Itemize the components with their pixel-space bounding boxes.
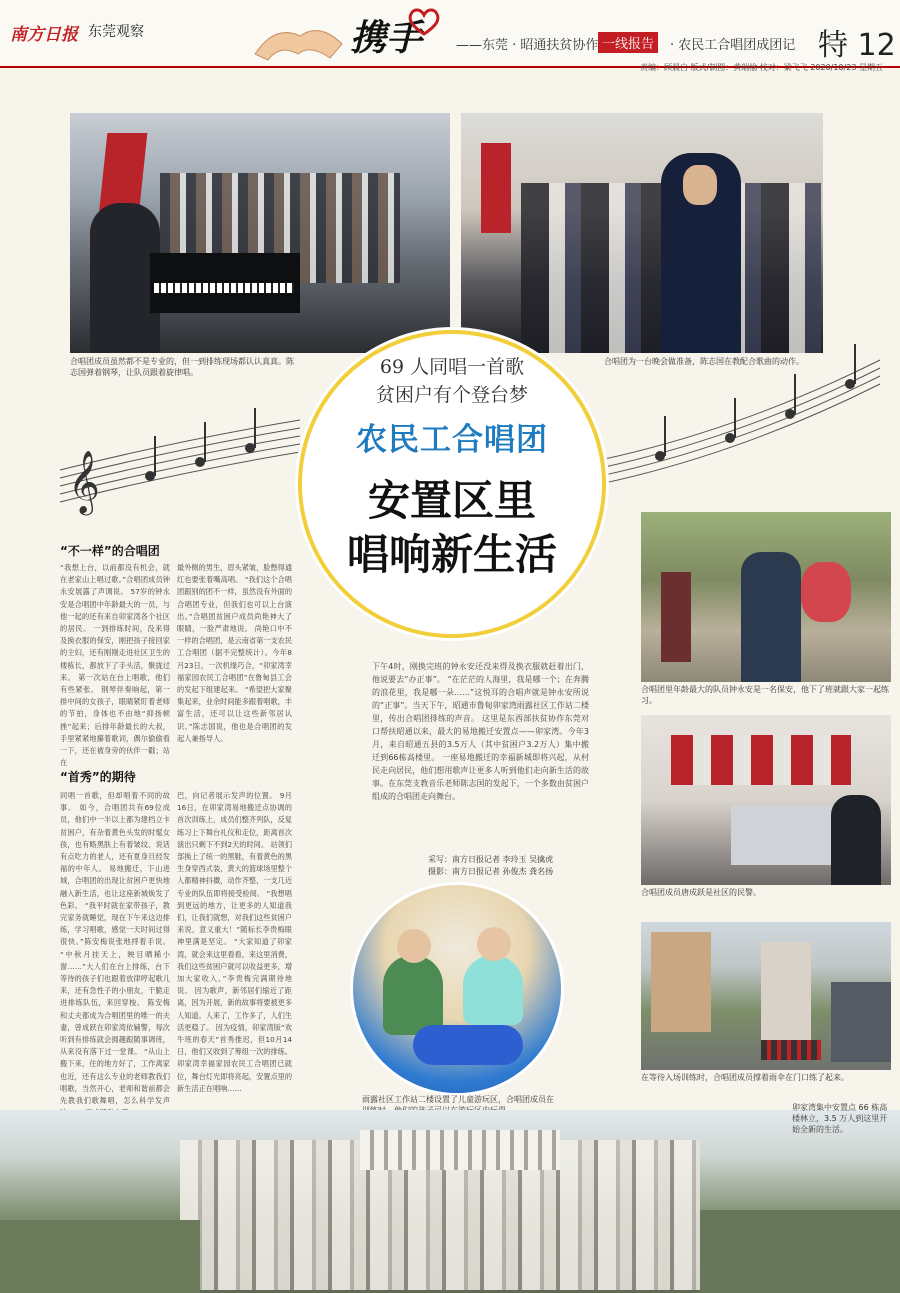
svg-text:𝄞: 𝄞 (68, 450, 100, 513)
body-col2b: 巴，向记者展示发声的位置。 9月16日，在卯家湾易地搬迁点协调的首次训练上，成员们整齐列队，反复练习上下舞台礼仪和走位，距离首次演出只剩下不到2天的时间。 站领们部换上了统一的黑鞋，有着黄色的黑生身穿西式装，黄大的篮球场里整个人都精神抖擞，动作齐整，一支几近专业的队伍即将接受检阅。 “我想唱到更远的地方，让更多的人知道我们，让我们就想，对我们这些贫困户来说，意义重大！”随标长李贵梅眼神里满是坚定。 “大家知道了卯家湾，就会来这里看看，来这里消费，我们这些贫困户就可以收益更多，增加大家收入。”李贵梅完满期待地说。 因为歌声，新邻居们缩近了距离，因为开展，新的故事将要被更多人知道。人来了，工作多了，人们生活更稳了。 因为疫情，卯家湾版“欢牛班的春天”首秀推迟，但10月14日，他们又收到了筹组一次的排练。 卯家湾幸福家园农民工合唱团已就位，舞台灯光即将亮起，安置点里的新生活正在唱响…… (177, 791, 293, 1093)
subtitle-line1: 69 人同唱一首歌 (379, 356, 525, 378)
photo-aerial-settlement (0, 1110, 900, 1293)
body-col3: 下午4时，刚换完班的钟永安还没来得及换衣服就赶着出门，他说要去“办正事”。 “在茫茫的人海里，我是哪一个；在奔腾的浪花里，我是哪一朵……”这悦耳的合唱声就是钟永安所说的“正事”。当天下午，昭通市鲁甸卯家湾雨露社区工作站二楼里，传出合唱团排练的声音。 这里是东西部扶贫协作东莞对口帮扶昭通以来，最大的易地搬迁安置点——卯家湾。今年3月，来自昭通五县的3.5万人（其中贫困户3.2万人）集中搬迁到66栋高楼里。 一座易地搬迁的幸福新城即将兴起，从村民走向居民，他们想用歌声让更多人听到他们走向新生活的故事。在东莞支教音乐老师陈志国的发起下，一个多数由贫困户组成的合唱团走向舞台。 (372, 662, 589, 801)
photo-umbrella-rehearsal (641, 922, 891, 1070)
caption-photo3: 合唱团里年龄最大的队员钟永安是一名保安，他下了班就跟大家一起练习。 (641, 685, 889, 705)
photo-security-guard (641, 512, 891, 682)
column-logo: 携手 (350, 17, 423, 59)
headline-part1: ——东莞 · 昭通扶贫协作 (456, 38, 599, 53)
headline-line2: 安置区里 (367, 476, 536, 525)
page-number: 特 12 (818, 28, 896, 63)
photo-police-officer (641, 715, 891, 885)
handshake-icon (250, 14, 345, 62)
report-tag: 一线报告 (598, 32, 658, 53)
subtitle-line2: 贫困户有个登台梦 (375, 384, 528, 406)
photo-gesture-rehearsal (461, 113, 823, 353)
credit-photographers: 摄影：南方日报记者 孙俊杰 龚名扬 (428, 867, 554, 876)
section-name: 东莞观察 (88, 24, 144, 40)
caption-photo1: 合唱团成员虽然都不是专业的，但一到排练现场都认认真真。陈志国弹着钢琴，让队员跟着旋律唱。 (70, 357, 294, 377)
music-staff-left-decoration (60, 380, 300, 520)
body-col2a: 同唱一首歌，但却唱着不同的故事。 如今，合唱团共有69位成员，他们中一半以上都为建档立卡贫困户，有杂着黄色头发的时髦女孩，也有略黑肤上有着皱纹、说话有点吃力的老人，还有夏身旦经发福的中年人。 易地搬迁，下山进城，合唱团的出现让贫困户更快地融入新生活，也让这座新城焕发了色彩。 “我平时就在家带孩子，教完家务就睡觉，现在下午来这边排练，学习唱歌，感觉一天时间过得很快。”陈安梅说张地捋着手说。 “中秋月挂天上，映目晒稀小窗……”大人们在台上排练，台下等待的孩子们也跟着放律哼起歌儿来，还有急性子的小朋友，干脆走进排练队伍，来回穿梭。 陈安梅和丈夫都成为合唱团里的唯一的夫妻，曾成跃在卯家湾依辅警，每次听到有排练就会拥趣跟随事调班，从来没有落下过一堂课。 “从山上搬下来，住的地方好了，工作离家也近，还有这么专业的老师教我们唱歌，当然开心，老师和谐前都会先教我们歌舞唱，怎么科学发声 (60, 791, 170, 1106)
section-heading-2: “首秀”的期待 (60, 770, 136, 784)
heart-icon (408, 8, 440, 36)
caption-photo5: 在等待入场训练时，合唱团成员撑着雨伞在门口练了起来。 (641, 1073, 849, 1082)
caption-photo2: 合唱团为一台晚会做准备，陈志国在教配合歌曲的动作。 (604, 357, 804, 366)
newspaper-brand: 南方日报 (10, 25, 78, 45)
editor-meta: 责编：顾晨白 版式/制图：黄瑞榆 校对：梁飞飞 2020/10/23 星期五 (640, 63, 883, 72)
photo-children-play (350, 882, 564, 1096)
credit-writers: 采写：南方日报记者 李玲玉 吴擒虎 (428, 855, 554, 864)
headline-line3: 唱响新生活 (346, 530, 557, 579)
caption-aerial: 卯家湾集中安置点 66 栋高楼林立，3.5 万人到这里开始全新的生活。 (792, 1103, 888, 1134)
caption-children: 雨露社区工作站二楼设置了儿童游玩区，合唱团成员在 (362, 1095, 554, 1104)
body-col1b: 最外侧的男生，眉头紧皱，脸憋得通红也要张着嘴高唱。 “我们这个合唱团跟别的团不一样，虽然没有外面的合唱团专业，但我们也可以上台演出。”合唱团贫困户成员尚艳神大了眼睛，一脸严肃地说。 尚艳口中不一样的合唱团，是云南省第一支农民工合唱团（据不完整统计）。今年8月23日，一次机缘巧合，“卯家湾幸福家园农民工合唱团”在鲁甸县工会的发起下组建起来。 “希望把大家聚集起来，业余时间能多跟着唱歌，丰富生活，还可以让这些新邻居认识。”陈志国说，他也是合唱团的发起人兼指导人。 (177, 563, 293, 743)
body-col1a: “我想上台，以前都没有机会，就在老家山上唱过歌。”合唱团成员钟永安展露了声调说。 57岁的钟永安是合唱团中年龄最大的一员，与他一起的还有来自卯家湾各个社区的居民。 一到排练时间，没来得及换衣服的保安，刚把孩子接回家的主妇，还有刚刚走进社区卫生的楼栋长，都放下了手头活，聚拢过来。 第一次站在台上唱歌，他们有些紧张。 钢琴伴奏响起，第一排中间的女孩子，眼睛紧盯着老师的节拍，身体也不由地“抑扬顿挫”起来；后排年龄最长的大叔，手里紧紧地攥着歌词，偶尔偷偷看一下，还在被身旁的伙伴一戳；站在 (60, 563, 170, 768)
headline-blue: 农民工合唱团 (356, 422, 548, 458)
music-staff-right-decoration (600, 320, 880, 480)
caption-photo4: 合唱团成员唐成跃是社区的民警。 (641, 888, 761, 897)
section-heading-1: “不一样”的合唱团 (60, 544, 160, 558)
photo-piano-rehearsal (70, 113, 450, 353)
headline-part2: · 农民工合唱团成团记 (670, 38, 796, 53)
